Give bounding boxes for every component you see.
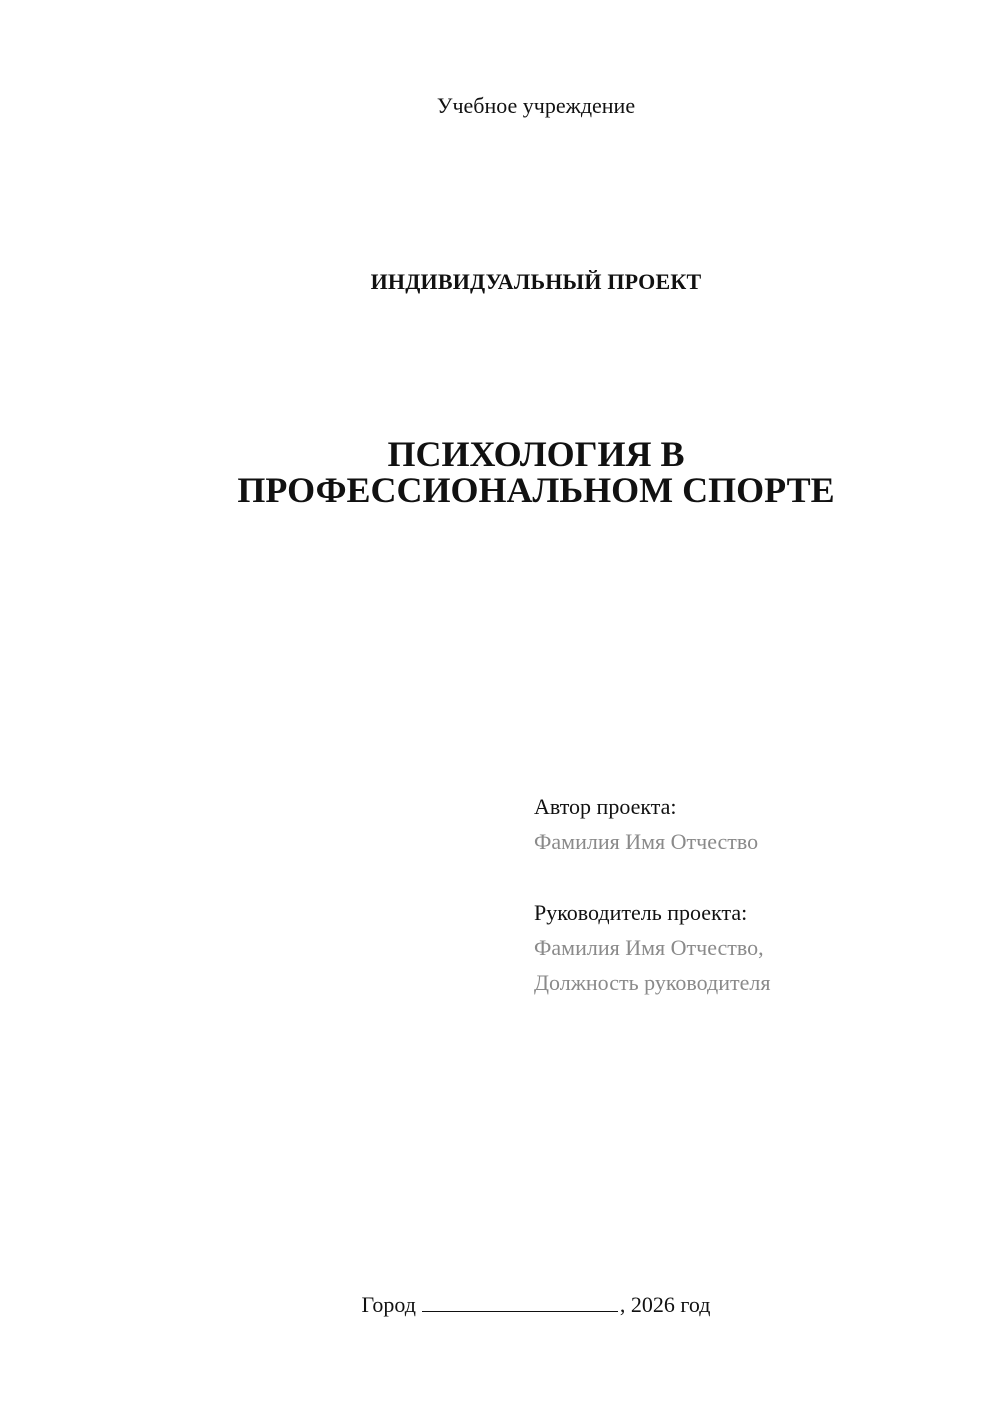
city-year-line [0, 1291, 1000, 1319]
city-blank-line [422, 1291, 618, 1312]
year-text: , 2026 год [619, 1292, 711, 1317]
project-title-line-2: ПРОФЕССИОНАЛЬНОМ СПОРТЕ [237, 470, 835, 510]
project-title-line-1: ПСИХОЛОГИЯ В [387, 434, 685, 474]
city-label: Город [361, 1292, 416, 1317]
credits-spacer [534, 859, 974, 895]
institution-name: Учебное учреждение [436, 93, 636, 118]
supervisor-position: Должность руководителя [534, 970, 771, 995]
document-type-heading: ИНДИВИДУАЛЬНЫЙ ПРОЕКТ [370, 269, 702, 294]
author-name: Фамилия Имя Отчество [534, 829, 759, 854]
supervisor-name: Фамилия Имя Отчество, [534, 935, 764, 960]
supervisor-label: Руководитель проекта: [534, 900, 748, 925]
author-label: Автор проекта: [534, 794, 677, 819]
credits-block [534, 789, 974, 1000]
project-title [0, 436, 1000, 508]
